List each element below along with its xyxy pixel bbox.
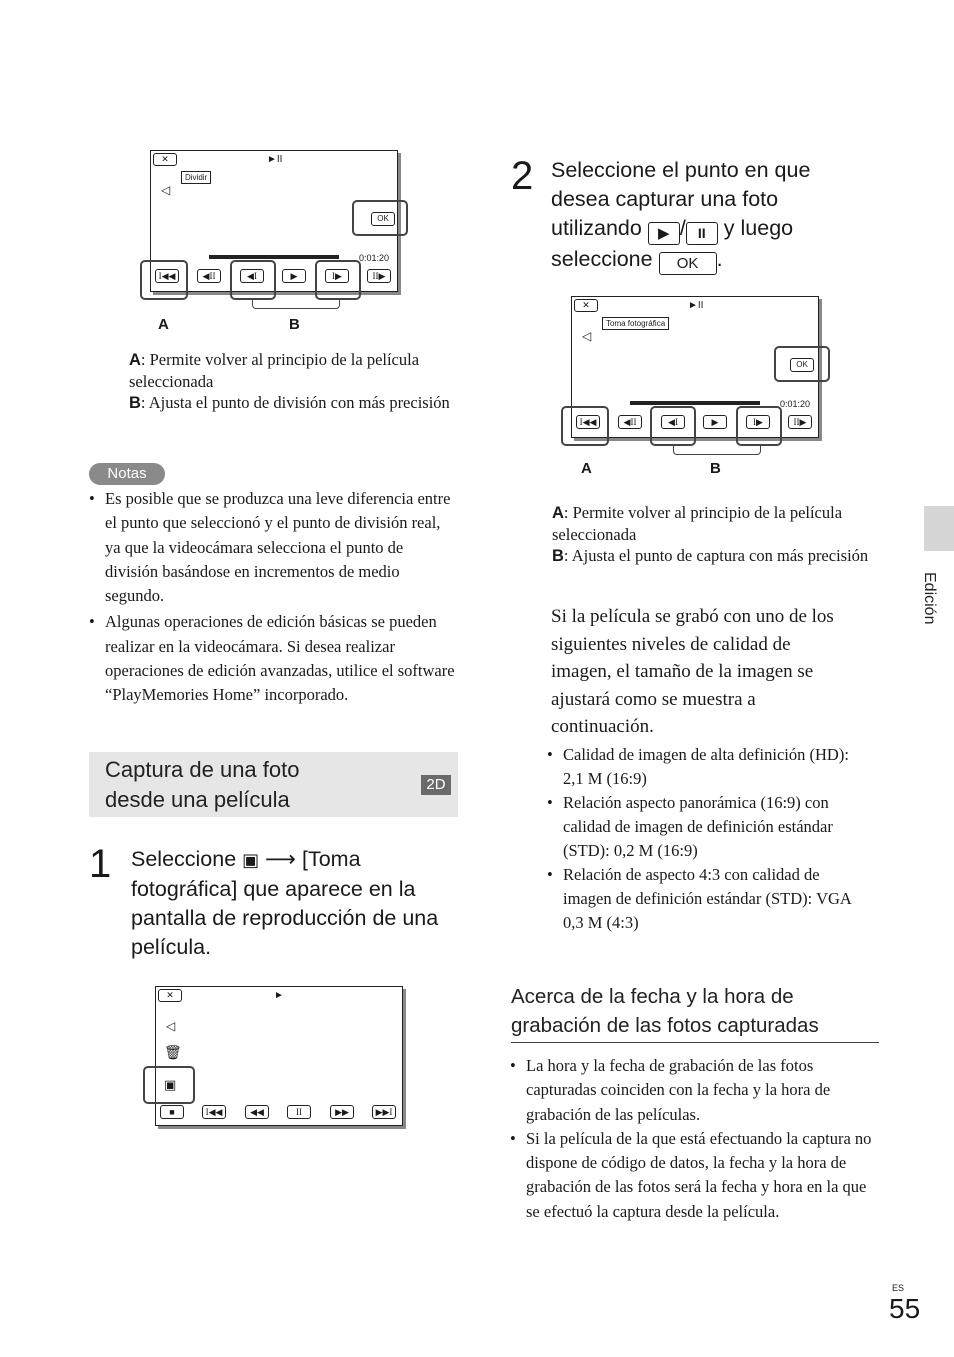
label-b: B bbox=[710, 460, 721, 477]
rewind-icon: ◀◀ bbox=[245, 1105, 269, 1119]
play-pause-icon: ►II bbox=[267, 154, 283, 165]
play-pause-icon: ►II bbox=[688, 300, 704, 311]
step2-line3a: utilizando bbox=[551, 216, 642, 240]
note-item: • Es posible que se produzca una leve diferencia entre el punto que seleccionó y el punto de división real, ya que la videocámara selecciona el punto de división basándose en incrementos de medio segundo. bbox=[89, 487, 459, 608]
close-icon: ✕ bbox=[153, 153, 177, 166]
figure-playback-screen bbox=[140, 984, 410, 1134]
step1-text-b: [Toma fotográfica] que aparece en la pantalla de reproducción de una película. bbox=[131, 847, 439, 959]
highlight-capture bbox=[143, 1066, 195, 1104]
ok-button: OK bbox=[371, 212, 395, 226]
skip-start-icon: I◀◀ bbox=[576, 415, 600, 429]
legend-figure1 bbox=[129, 349, 459, 414]
highlight-ok bbox=[774, 346, 830, 382]
step-back-icon: ◀I bbox=[240, 269, 264, 283]
side-tab-marker bbox=[924, 506, 954, 551]
step-forward-icon: I▶ bbox=[325, 269, 349, 283]
play-indicator-icon: ► bbox=[274, 990, 284, 1001]
frame-back-icon: ◀II bbox=[618, 415, 642, 429]
ok-button-icon: OK bbox=[659, 252, 717, 275]
highlight-a bbox=[561, 406, 609, 446]
play-button-icon: ▶ bbox=[648, 222, 680, 245]
legend-b-text: : Ajusta el punto de división con más precisión bbox=[140, 393, 450, 412]
previous-icon: I◀◀ bbox=[202, 1105, 226, 1119]
step2-number: 2 bbox=[511, 154, 534, 198]
stop-icon: ■ bbox=[160, 1105, 184, 1119]
legend-a bbox=[552, 502, 882, 545]
pause-icon: II bbox=[287, 1105, 311, 1119]
legend-a-key: A bbox=[129, 351, 141, 369]
legend-figure2 bbox=[552, 502, 882, 567]
label-a: A bbox=[581, 460, 592, 477]
highlight-a bbox=[140, 260, 188, 300]
step2-line4 bbox=[551, 245, 871, 275]
figure-capture-screen bbox=[559, 294, 834, 484]
step2-line1: Seleccione el punto en que bbox=[551, 158, 811, 182]
skip-start-icon: I◀◀ bbox=[155, 269, 179, 283]
frame-back-icon: ◀II bbox=[197, 269, 221, 283]
side-tab-label: Edición bbox=[921, 572, 938, 625]
timecode: 0:01:20 bbox=[780, 399, 811, 409]
date-item: • La hora y la fecha de grabación de las fotos capturadas coinciden con la fecha y la hora de grabación de las películas. bbox=[510, 1054, 875, 1127]
highlight-b-right bbox=[315, 260, 361, 300]
legend-b-key: B bbox=[552, 547, 564, 565]
step-forward-icon: I▶ bbox=[746, 415, 770, 429]
quality-item: • Relación de aspecto 4:3 con calidad de imagen de definición estándar (STD): VGA 0,3 M (4:3) bbox=[547, 863, 872, 935]
section-title-line1: Captura de una foto bbox=[105, 757, 300, 782]
step2-line3 bbox=[551, 214, 871, 245]
close-icon: ✕ bbox=[574, 299, 598, 312]
photo-capture-icon: ▣ bbox=[164, 1077, 177, 1092]
legend-a-key: A bbox=[552, 504, 564, 522]
frame-forward-icon: II▶ bbox=[788, 415, 812, 429]
language-code: ES bbox=[892, 1283, 905, 1293]
legend-a bbox=[129, 349, 459, 392]
figure-divide-screen bbox=[138, 148, 413, 338]
frame-forward-icon: II▶ bbox=[367, 269, 391, 283]
bracket-b bbox=[252, 300, 340, 309]
subsection-heading bbox=[511, 982, 879, 1043]
timecode: 0:01:20 bbox=[359, 253, 390, 263]
fast-forward-icon: ▶▶ bbox=[330, 1105, 354, 1119]
legend-b bbox=[129, 392, 459, 414]
legend-a-text: : Permite volver al principio de la película seleccionada bbox=[129, 350, 420, 391]
photo-capture-icon: ▣ bbox=[242, 850, 260, 870]
highlight-b-left bbox=[650, 406, 696, 446]
play-icon: ▶ bbox=[282, 269, 306, 283]
quality-item: • Calidad de imagen de alta definición (HD): 2,1 M (16:9) bbox=[547, 743, 872, 791]
date-item: • Si la película de la que está efectuando la captura no dispone de código de datos, la fecha y la hora de grabación de las fotos será la fecha y hora en la que se efectuó la captura desde la película. bbox=[510, 1127, 875, 1224]
step2-line4a: seleccione bbox=[551, 247, 653, 271]
step1-text bbox=[131, 845, 461, 962]
subsection-title-line2: grabación de las fotos capturadas bbox=[511, 1014, 819, 1037]
speaker-icon: ◁ bbox=[161, 183, 171, 197]
label-b: B bbox=[289, 316, 300, 333]
close-icon: ✕ bbox=[158, 989, 182, 1002]
highlight-b-right bbox=[736, 406, 782, 446]
step2-period: . bbox=[716, 247, 723, 271]
note-item: • Algunas operaciones de edición básicas se pueden realizar en la videocámara. Si desea realizar operaciones de edición avanzadas, utilice el software “PlayMemories Home” incorporado. bbox=[89, 610, 459, 707]
notes-badge: Notas bbox=[89, 463, 165, 485]
highlight-b-left bbox=[230, 260, 276, 300]
speaker-icon: ◁ bbox=[582, 329, 592, 343]
play-icon: ▶ bbox=[703, 415, 727, 429]
step-back-icon: ◀I bbox=[661, 415, 685, 429]
bracket-b bbox=[673, 446, 761, 455]
progress-bar bbox=[209, 255, 339, 259]
ok-button: OK bbox=[790, 358, 814, 372]
section-heading bbox=[89, 752, 458, 817]
step1-number: 1 bbox=[89, 842, 112, 886]
step2-slash: / bbox=[679, 216, 686, 240]
lcd-screen bbox=[155, 986, 403, 1126]
2d-badge: 2D bbox=[421, 775, 451, 795]
legend-b-text: : Ajusta el punto de captura con más precisión bbox=[563, 546, 869, 565]
section-title-line2: desde una película bbox=[105, 787, 290, 812]
step2-line2: desea capturar una foto bbox=[551, 187, 779, 211]
legend-b-key: B bbox=[129, 394, 141, 412]
section-title bbox=[105, 755, 299, 815]
pause-button-icon: II bbox=[686, 222, 718, 245]
highlight-ok bbox=[352, 200, 408, 236]
step2-line3c: y luego bbox=[723, 216, 794, 240]
next-icon: ▶▶I bbox=[372, 1105, 396, 1119]
quality-item: • Relación aspecto panorámica (16:9) con calidad de imagen de definición estándar (STD): 0,2 M (16:9) bbox=[547, 791, 872, 863]
trash-icon: 🗑 bbox=[164, 1046, 182, 1061]
notes-list bbox=[89, 487, 459, 708]
quality-list bbox=[547, 743, 872, 935]
speaker-icon: ◁ bbox=[166, 1019, 176, 1033]
step1-text-a: Seleccione bbox=[131, 847, 237, 871]
quality-intro: Si la película se grabó con uno de los siguientes niveles de calidad de imagen, el tamaño de la imagen se ajustará como se muestra a continuación. bbox=[551, 606, 834, 737]
progress-bar bbox=[630, 401, 760, 405]
step2-text bbox=[551, 156, 871, 275]
screen-tag: Dividir bbox=[181, 171, 211, 184]
subsection-list bbox=[510, 1054, 875, 1224]
subsection-title-line1: Acerca de la fecha y la hora de bbox=[511, 985, 794, 1008]
label-a: A bbox=[158, 316, 169, 333]
screen-tag: Toma fotográfica bbox=[602, 317, 669, 330]
legend-a-text: : Permite volver al principio de la película seleccionada bbox=[552, 503, 843, 544]
page-number: 55 bbox=[889, 1293, 921, 1324]
arrow-right-icon: ⟶ bbox=[265, 847, 296, 871]
legend-b bbox=[552, 545, 882, 567]
